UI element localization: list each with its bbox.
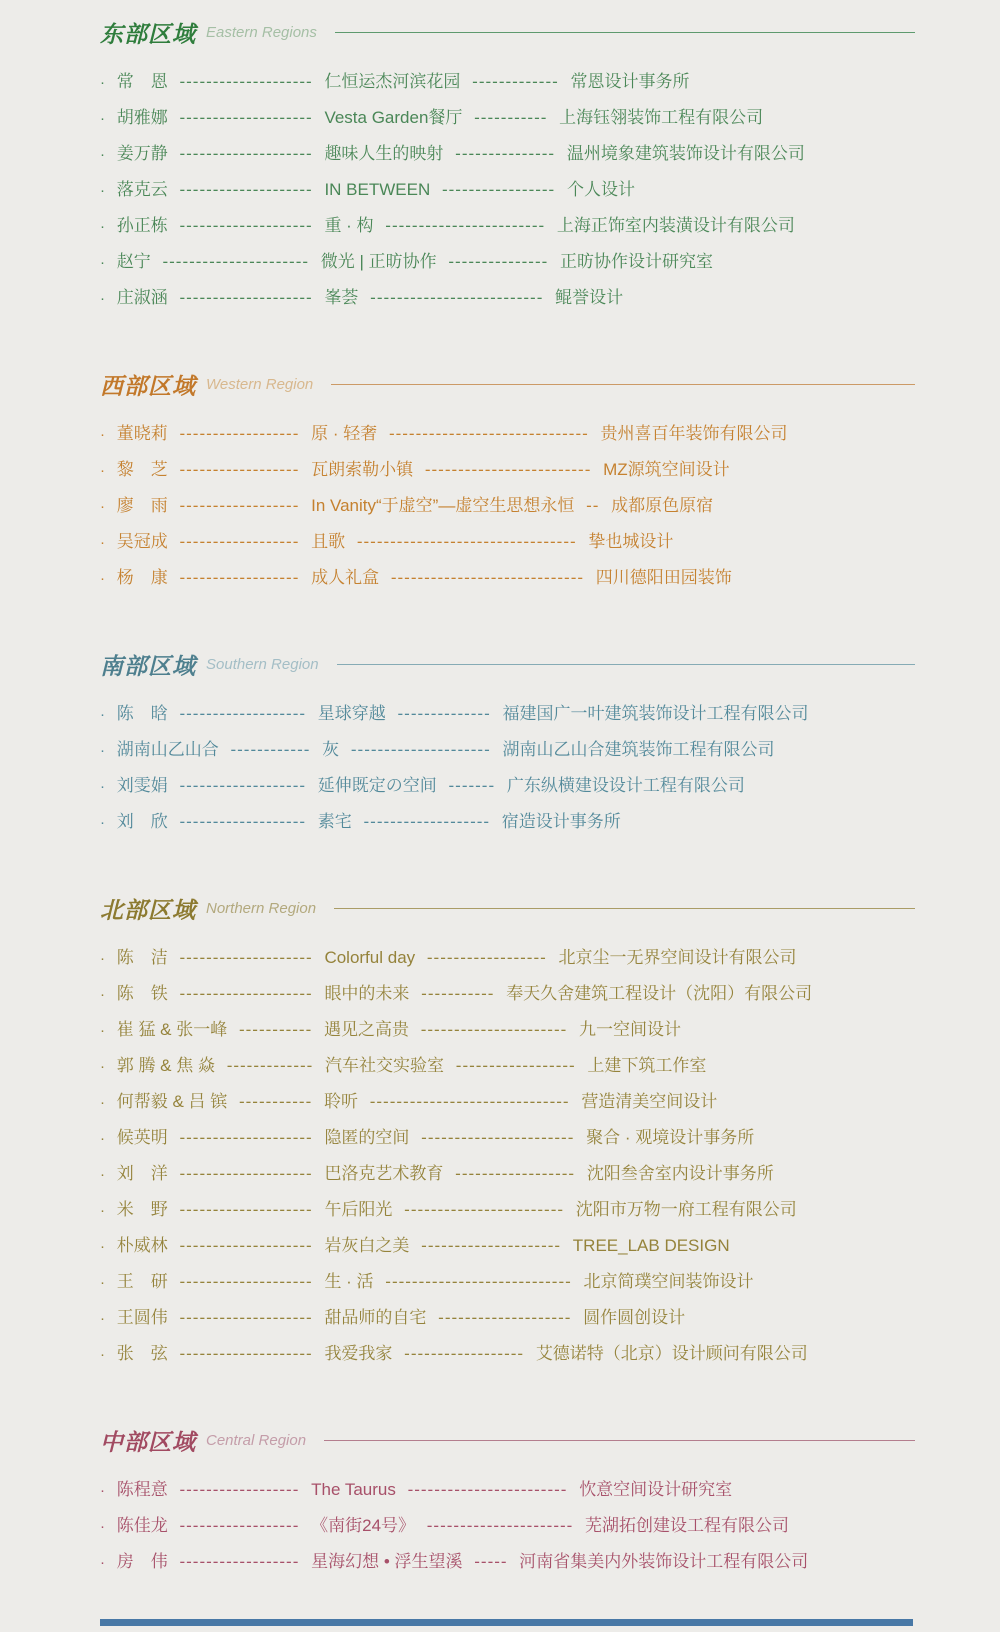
region-subtitle: Northern Region xyxy=(206,900,317,917)
dash-leader: ------------------- xyxy=(179,704,307,723)
region-entries xyxy=(100,64,915,316)
project-name: 星海幻想 • 浮生望溪 xyxy=(311,1552,463,1571)
region-subtitle: Central Region xyxy=(206,1432,307,1449)
company-name: 奉天久舍建筑工程设计（沈阳）有限公司 xyxy=(506,984,813,1003)
dash-leader: -------------------- xyxy=(179,288,313,307)
bullet-icon: · xyxy=(100,254,105,271)
bullet-icon: · xyxy=(100,462,105,479)
region-header xyxy=(100,892,915,925)
dash-leader: -------------------- xyxy=(179,1308,313,1327)
list-item xyxy=(100,136,915,172)
project-name: 巴洛克艺术教育 xyxy=(324,1164,444,1183)
company-name: 北京尘一无界空间设计有限公司 xyxy=(558,948,797,967)
dash-leader: -------------------- xyxy=(179,1200,313,1219)
dash-leader: -------------- xyxy=(397,704,491,723)
project-name: 岩灰白之美 xyxy=(324,1236,410,1255)
list-item xyxy=(100,244,915,280)
dash-leader: -------------------- xyxy=(179,72,313,91)
project-name: 我爱我家 xyxy=(324,1344,393,1363)
region-entries xyxy=(100,416,915,596)
dash-leader: -------------------- xyxy=(179,984,313,1003)
dash-leader: ----------- xyxy=(474,108,548,127)
company-name: 广东纵横建设设计工程有限公司 xyxy=(506,776,745,795)
designer-name: 王 研 xyxy=(116,1272,168,1291)
bullet-icon: · xyxy=(100,1022,105,1039)
designer-name: 陈程意 xyxy=(116,1480,168,1499)
list-item xyxy=(100,208,915,244)
region-title: 西部区域 xyxy=(100,373,196,399)
project-name: 《南街24号》 xyxy=(311,1516,416,1535)
project-name: 重 · 构 xyxy=(324,216,374,235)
designer-name: 杨 康 xyxy=(116,568,168,587)
dash-leader: ----------------------- xyxy=(421,1128,575,1147)
dash-leader: ----------------- xyxy=(441,180,556,199)
list-item xyxy=(100,524,915,560)
designer-name: 郭 腾 & 焦 焱 xyxy=(116,1056,215,1075)
dash-leader: ------------------- xyxy=(179,776,307,795)
project-name: 且歌 xyxy=(311,532,346,551)
bullet-icon: · xyxy=(100,1058,105,1075)
region-title: 南部区域 xyxy=(100,653,196,679)
company-name: 正昉协作设计研究室 xyxy=(560,252,714,271)
designer-name: 董晓莉 xyxy=(116,424,168,443)
list-item xyxy=(100,976,915,1012)
designer-name: 姜万静 xyxy=(116,144,168,163)
dash-leader: ------------------------- xyxy=(424,460,592,479)
company-name: 鲲誉设计 xyxy=(555,288,624,307)
designer-name: 房 伟 xyxy=(116,1552,168,1571)
bullet-icon: · xyxy=(100,426,105,443)
bullet-icon: · xyxy=(100,1346,105,1363)
list-item xyxy=(100,488,915,524)
bottom-cutoff-bar xyxy=(100,1619,913,1626)
project-name: 甜品师的自宅 xyxy=(324,1308,427,1327)
bullet-icon: · xyxy=(100,950,105,967)
bullet-icon: · xyxy=(100,1202,105,1219)
bullet-icon: · xyxy=(100,1310,105,1327)
company-name: 芜湖拓创建设工程有限公司 xyxy=(585,1516,790,1535)
region-header xyxy=(100,16,915,49)
dash-leader: ------------------ xyxy=(179,568,300,587)
list-item xyxy=(100,452,915,488)
dash-leader: ------------------------ xyxy=(404,1200,565,1219)
designer-name: 何帮毅 & 吕 镔 xyxy=(116,1092,228,1111)
region-title: 中部区域 xyxy=(100,1429,196,1455)
company-name: 四川德阳田园装饰 xyxy=(595,568,732,587)
list-item xyxy=(100,172,915,208)
bullet-icon: · xyxy=(100,570,105,587)
dash-leader: -------------------- xyxy=(179,1344,313,1363)
company-name: 聚合 · 观境设计事务所 xyxy=(586,1128,755,1147)
bullet-icon: · xyxy=(100,1166,105,1183)
region-divider-line xyxy=(335,32,915,33)
list-item xyxy=(100,64,915,100)
region-entries xyxy=(100,696,915,840)
list-item xyxy=(100,280,915,316)
bullet-icon: · xyxy=(100,706,105,723)
list-item xyxy=(100,416,915,452)
designer-name: 王圆伟 xyxy=(116,1308,168,1327)
project-name: 星球穿越 xyxy=(317,704,386,723)
dash-leader: ------------------------ xyxy=(407,1480,568,1499)
designer-name: 朴威林 xyxy=(116,1236,168,1255)
project-name: 灰 xyxy=(322,740,340,759)
dash-leader: -------------------- xyxy=(179,216,313,235)
region-subtitle: Southern Region xyxy=(206,656,319,673)
dash-leader: ------------------ xyxy=(179,532,300,551)
company-name: 沈阳叁舍室内设计事务所 xyxy=(586,1164,774,1183)
region-subtitle: Eastern Regions xyxy=(206,24,317,41)
project-name: 遇见之高贵 xyxy=(324,1020,409,1039)
company-name: 河南省集美内外装饰设计工程有限公司 xyxy=(519,1552,809,1571)
dash-leader: ------------------------------ xyxy=(388,424,589,443)
bullet-icon: · xyxy=(100,534,105,551)
designer-name: 吴冠成 xyxy=(116,532,168,551)
region-section xyxy=(100,1424,915,1580)
dash-leader: --------------------- xyxy=(350,740,491,759)
dash-leader: -------------------- xyxy=(179,1164,313,1183)
region-entries xyxy=(100,940,915,1372)
dash-leader: -------------------------- xyxy=(370,288,544,307)
dash-leader: --------------- xyxy=(455,144,556,163)
bullet-icon: · xyxy=(100,146,105,163)
bullet-icon: · xyxy=(100,986,105,1003)
region-header xyxy=(100,648,915,681)
bullet-icon: · xyxy=(100,1130,105,1147)
list-item xyxy=(100,768,915,804)
project-name: 峯荟 xyxy=(324,288,359,307)
dash-leader: --------------------------------- xyxy=(356,532,577,551)
designer-name: 黎 芝 xyxy=(116,460,168,479)
dash-leader: ----------- xyxy=(421,984,495,1003)
list-item xyxy=(100,1192,915,1228)
company-name: 个人设计 xyxy=(566,180,635,199)
project-name: 瓦朗索勒小镇 xyxy=(311,460,414,479)
region-section xyxy=(100,892,915,1372)
list-item xyxy=(100,100,915,136)
dash-leader: ------------- xyxy=(472,72,559,91)
company-name: 上建下筑工作室 xyxy=(587,1056,707,1075)
regional-designers-list xyxy=(100,16,915,1632)
dash-leader: ----------- xyxy=(238,1092,313,1111)
bullet-icon: · xyxy=(100,778,105,795)
company-name: 温州境象建筑装饰设计有限公司 xyxy=(566,144,805,163)
company-name: 福建国广一叶建筑装饰设计工程有限公司 xyxy=(502,704,809,723)
company-name: MZ源筑空间设计 xyxy=(603,460,730,479)
designer-name: 常 恩 xyxy=(116,72,168,91)
project-name: 生 · 活 xyxy=(324,1272,374,1291)
project-name: The Taurus xyxy=(311,1480,396,1499)
list-item xyxy=(100,1472,915,1508)
bullet-icon: · xyxy=(100,1094,105,1111)
region-divider-line xyxy=(324,1440,915,1441)
region-title: 东部区域 xyxy=(100,21,196,47)
designer-name: 刘 洋 xyxy=(116,1164,168,1183)
company-name: 圆作圆创设计 xyxy=(583,1308,686,1327)
dash-leader: ----------- xyxy=(238,1020,313,1039)
dash-leader: ------------------ xyxy=(179,496,300,515)
designer-name: 陈 晗 xyxy=(116,704,168,723)
list-item xyxy=(100,560,915,596)
bullet-icon: · xyxy=(100,74,105,91)
company-name: 成都原色原宿 xyxy=(611,496,714,515)
dash-leader: ------------------ xyxy=(179,1480,300,1499)
dash-leader: ---------------------- xyxy=(420,1020,568,1039)
bullet-icon: · xyxy=(100,814,105,831)
dash-leader: ------------------ xyxy=(404,1344,525,1363)
bullet-icon: · xyxy=(100,182,105,199)
dash-leader: ------------ xyxy=(230,740,311,759)
company-name: 挚也城设计 xyxy=(588,532,674,551)
bullet-icon: · xyxy=(100,290,105,307)
dash-leader: ---------------------- xyxy=(426,1516,574,1535)
company-name: 上海钰翎装饰工程有限公司 xyxy=(559,108,764,127)
project-name: 原 · 轻奢 xyxy=(311,424,378,443)
dash-leader: ----- xyxy=(474,1552,508,1571)
region-section xyxy=(100,368,915,596)
company-name: 九一空间设计 xyxy=(579,1020,682,1039)
dash-leader: ----------------------------- xyxy=(390,568,585,587)
project-name: Vesta Garden餐厅 xyxy=(324,108,463,127)
company-name: 沈阳市万物一府工程有限公司 xyxy=(575,1200,797,1219)
dash-leader: ------------------ xyxy=(455,1164,576,1183)
list-item xyxy=(100,1048,915,1084)
region-divider-line xyxy=(334,908,915,909)
project-name: 微光 | 正昉协作 xyxy=(320,252,437,271)
bullet-icon: · xyxy=(100,1554,105,1571)
project-name: 成人礼盒 xyxy=(311,568,380,587)
bullet-icon: · xyxy=(100,1274,105,1291)
dash-leader: ------------------ xyxy=(179,1516,300,1535)
dash-leader: ------------------------ xyxy=(385,216,546,235)
project-name: 隐匿的空间 xyxy=(324,1128,410,1147)
dash-leader: -------------------- xyxy=(179,108,313,127)
list-item xyxy=(100,1156,915,1192)
project-name: 趣味人生的映射 xyxy=(324,144,444,163)
dash-leader: -------------------- xyxy=(179,1272,313,1291)
designer-name: 候英明 xyxy=(116,1128,168,1147)
bullet-icon: · xyxy=(100,110,105,127)
company-name: 营造清美空间设计 xyxy=(581,1092,718,1111)
dash-leader: --------------------- xyxy=(421,1236,562,1255)
list-item xyxy=(100,1336,915,1372)
dash-leader: -------------------- xyxy=(438,1308,572,1327)
dash-leader: -------------------- xyxy=(179,1128,313,1147)
dash-leader: ------------------ xyxy=(426,948,547,967)
list-item xyxy=(100,940,915,976)
list-item xyxy=(100,1300,915,1336)
dash-leader: ------------------ xyxy=(179,424,300,443)
designer-name: 廖 雨 xyxy=(116,496,168,515)
region-header xyxy=(100,1424,915,1457)
company-name: TREE_LAB DESIGN xyxy=(572,1236,730,1255)
region-divider-line xyxy=(337,664,915,665)
company-name: 宿造设计事务所 xyxy=(501,812,621,831)
designer-name: 赵宁 xyxy=(116,252,151,271)
project-name: IN BETWEEN xyxy=(324,180,431,199)
company-name: 艾德诺特（北京）设计顾问有限公司 xyxy=(535,1344,808,1363)
designer-name: 落克云 xyxy=(116,180,168,199)
designer-name: 刘雯娟 xyxy=(116,776,168,795)
project-name: 午后阳光 xyxy=(324,1200,393,1219)
designer-name: 刘 欣 xyxy=(116,812,168,831)
project-name: 延伸既定の空间 xyxy=(317,776,437,795)
list-item xyxy=(100,1228,915,1264)
company-name: 常恩设计事务所 xyxy=(570,72,690,91)
project-name: 素宅 xyxy=(317,812,352,831)
designer-name: 张 弦 xyxy=(116,1344,168,1363)
dash-leader: -- xyxy=(586,496,600,515)
designer-name: 孙正栋 xyxy=(116,216,168,235)
dash-leader: ---------------------- xyxy=(162,252,310,271)
dash-leader: ---------------------------- xyxy=(385,1272,572,1291)
bullet-icon: · xyxy=(100,498,105,515)
list-item xyxy=(100,732,915,768)
list-item xyxy=(100,804,915,840)
list-item xyxy=(100,1012,915,1048)
project-name: Colorful day xyxy=(324,948,416,967)
list-item xyxy=(100,1508,915,1544)
dash-leader: ------------------ xyxy=(179,1552,300,1571)
designer-name: 陈 洁 xyxy=(116,948,168,967)
company-name: 湖南山乙山合建筑装饰工程有限公司 xyxy=(502,740,775,759)
list-item xyxy=(100,696,915,732)
company-name: 上海正饰室内装潢设计有限公司 xyxy=(556,216,795,235)
list-item xyxy=(100,1084,915,1120)
designer-name: 崔 猛 & 张一峰 xyxy=(116,1020,228,1039)
dash-leader: ------------------- xyxy=(363,812,491,831)
bullet-icon: · xyxy=(100,218,105,235)
list-item xyxy=(100,1544,915,1580)
project-name: 汽车社交实验室 xyxy=(325,1056,445,1075)
dash-leader: -------------------- xyxy=(179,948,313,967)
bullet-icon: · xyxy=(100,1238,105,1255)
list-item xyxy=(100,1264,915,1300)
dash-leader: ------------------ xyxy=(179,460,300,479)
list-item xyxy=(100,1120,915,1156)
bullet-icon: · xyxy=(100,1482,105,1499)
company-name: 忺意空间设计研究室 xyxy=(579,1480,733,1499)
region-section xyxy=(100,16,915,316)
region-divider-line xyxy=(331,384,915,385)
designer-name: 陈 铁 xyxy=(116,984,168,1003)
dash-leader: -------------------- xyxy=(179,1236,313,1255)
dash-leader: --------------- xyxy=(448,252,549,271)
designer-name: 胡雅娜 xyxy=(116,108,168,127)
region-subtitle: Western Region xyxy=(206,376,314,393)
dash-leader: ------------------ xyxy=(455,1056,576,1075)
region-entries xyxy=(100,1472,915,1580)
company-name: 贵州喜百年装饰有限公司 xyxy=(600,424,788,443)
dash-leader: ------------------------------ xyxy=(369,1092,570,1111)
designer-name: 湖南山乙山合 xyxy=(116,740,219,759)
company-name: 北京简璞空间装饰设计 xyxy=(583,1272,754,1291)
region-header xyxy=(100,368,915,401)
designer-name: 陈佳龙 xyxy=(116,1516,168,1535)
project-name: 仁恒运杰河滨花园 xyxy=(324,72,461,91)
bullet-icon: · xyxy=(100,742,105,759)
project-name: 聆听 xyxy=(324,1092,358,1111)
project-name: In Vanity“于虚空”—虚空生思想永恒 xyxy=(311,496,575,515)
dash-leader: ------------------- xyxy=(179,812,307,831)
project-name: 眼中的未来 xyxy=(324,984,410,1003)
dash-leader: ------- xyxy=(448,776,496,795)
dash-leader: ------------- xyxy=(226,1056,314,1075)
bullet-icon: · xyxy=(100,1518,105,1535)
region-title: 北部区域 xyxy=(100,897,196,923)
designer-name: 庄淑涵 xyxy=(116,288,168,307)
region-section xyxy=(100,648,915,840)
dash-leader: -------------------- xyxy=(179,144,313,163)
designer-name: 米 野 xyxy=(116,1200,168,1219)
dash-leader: -------------------- xyxy=(179,180,313,199)
